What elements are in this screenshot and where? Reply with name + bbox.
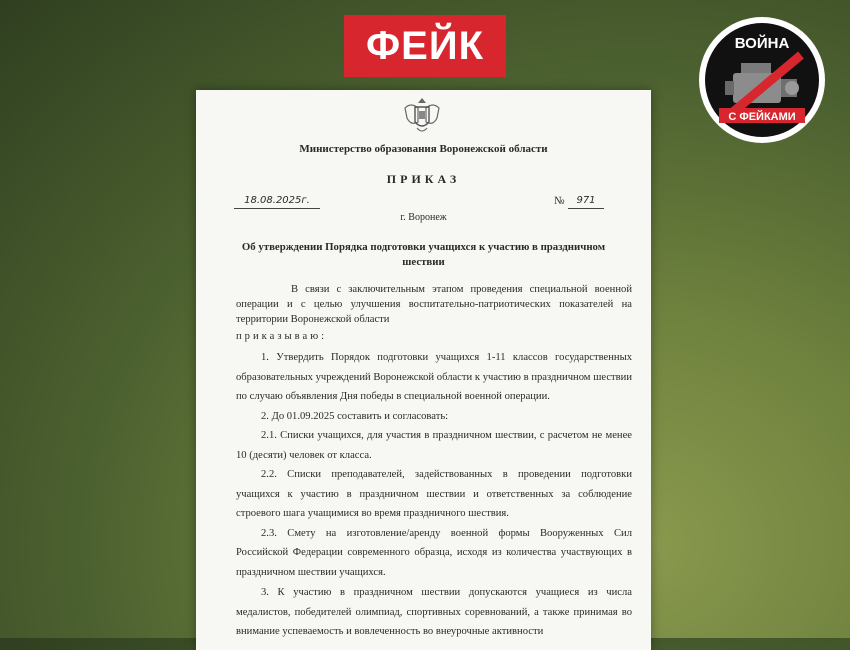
order-item: 3. К участию в праздничном шествии допускаются учащиеся из числа медалистов, победителей олимпиад, спортивных соревнований, а также принимая во внимание успеваемость и вовлеченность во внеурочные активности: [236, 587, 632, 637]
voyna-s-feykami-logo: [697, 15, 827, 145]
order-body: [236, 282, 632, 642]
fake-banner: ФЕЙК: [344, 15, 506, 77]
document-page: [196, 90, 651, 650]
order-item: 1. Утвердить Порядок подготовки учащихся 1-11 классов государственных образовательных учреждений Воронежской области к участию в праздничном шествии по случаю объявления Дня победы в специальной военной операции.: [236, 352, 632, 402]
logo-bottom-text: С ФЕЙКАМИ: [728, 111, 796, 123]
order-subject: Об утверждении Порядка подготовки учащихся к участию в праздничном шествии: [241, 241, 606, 268]
order-item: 2.2. Списки преподавателей, задействованных в проведении подготовки учащихся к участию в праздничном шествии и ответственных за соблюдение строевого шага учащимися во время праздничного шествия.: [236, 469, 632, 519]
coat-of-arms-icon: [401, 96, 443, 136]
ministry-name: Министерство образования Воронежской области: [299, 143, 548, 155]
order-item: 2.3. Смету на изготовление/аренду военной формы Вооруженных Сил Российской Федерации современного образца, исходя из количества участвующих в праздничном шествии учащихся.: [236, 527, 632, 578]
preamble: В связи с заключительным этапом проведения специальной военной операции и с целью улучшения воспитательно-патриотических показателей на территории Воронежской области: [236, 284, 632, 325]
order-item: 2.1. Списки учащихся, для участия в праздничном шествии, с расчетом не менее 10 (десяти) человек от класса.: [236, 430, 632, 461]
logo-top-text: ВОЙНА: [734, 35, 790, 52]
order-number: 971: [568, 194, 604, 209]
order-item: 2. До 01.09.2025 составить и согласовать:: [261, 410, 449, 422]
order-date: 18.08.2025г.: [234, 194, 320, 209]
order-city: г. Воронеж: [400, 212, 447, 223]
orders-word: приказываю:: [236, 331, 328, 342]
order-title: ПРИКАЗ: [386, 172, 461, 186]
order-number-label: №: [554, 195, 565, 207]
